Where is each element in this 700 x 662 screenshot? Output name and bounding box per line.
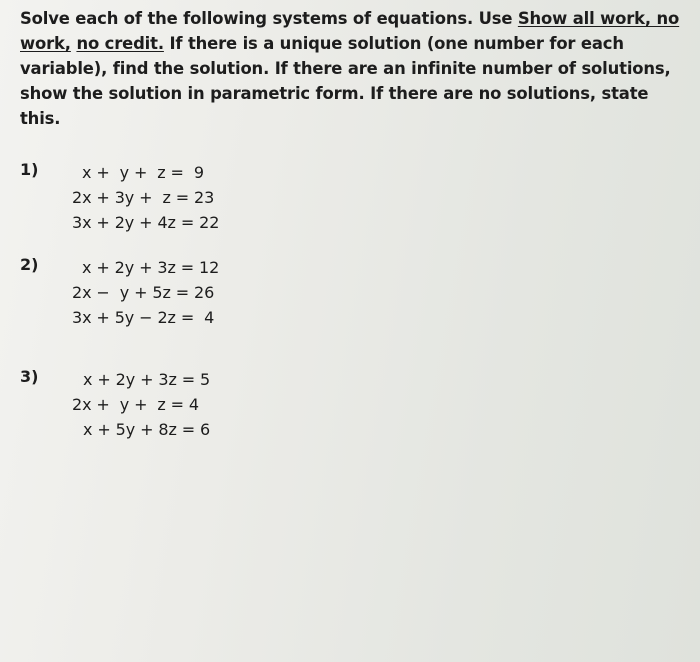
- instructions-intro: Solve each of the following systems of equations. Use: [20, 9, 518, 28]
- equation: x + 2y + 3z = 5: [83, 370, 211, 389]
- equation: x + 2y + 3z = 12: [82, 258, 220, 277]
- problem-number: 3): [20, 367, 39, 386]
- problem-number: 2): [20, 255, 39, 274]
- instructions-details: If there is a unique solution (one number for each variable), find the solution. If there are an infinite number of solutions, show the solution in parametric form. If there are no solutions, state this.: [20, 34, 671, 128]
- instructions-emphasis-1: Show all work, no work,: [20, 9, 680, 53]
- equation: x + 5y + 8z = 6: [83, 420, 211, 439]
- equation-system: [72, 367, 210, 442]
- equation: 3x + 5y − 2z = 4: [72, 308, 215, 327]
- instructions-paragraph: [20, 6, 680, 131]
- equation: 2x + 3y + z = 23: [72, 188, 215, 207]
- equation-system: [72, 255, 219, 330]
- equation: 2x − y + 5z = 26: [72, 283, 215, 302]
- equation: 2x + y + z = 4: [72, 395, 200, 414]
- problem-number: 1): [20, 160, 39, 179]
- equation-system: [72, 160, 219, 235]
- equation: 3x + 2y + 4z = 22: [72, 213, 220, 232]
- equation: x + y + z = 9: [82, 163, 204, 182]
- instructions-emphasis-2: no credit.: [76, 34, 164, 53]
